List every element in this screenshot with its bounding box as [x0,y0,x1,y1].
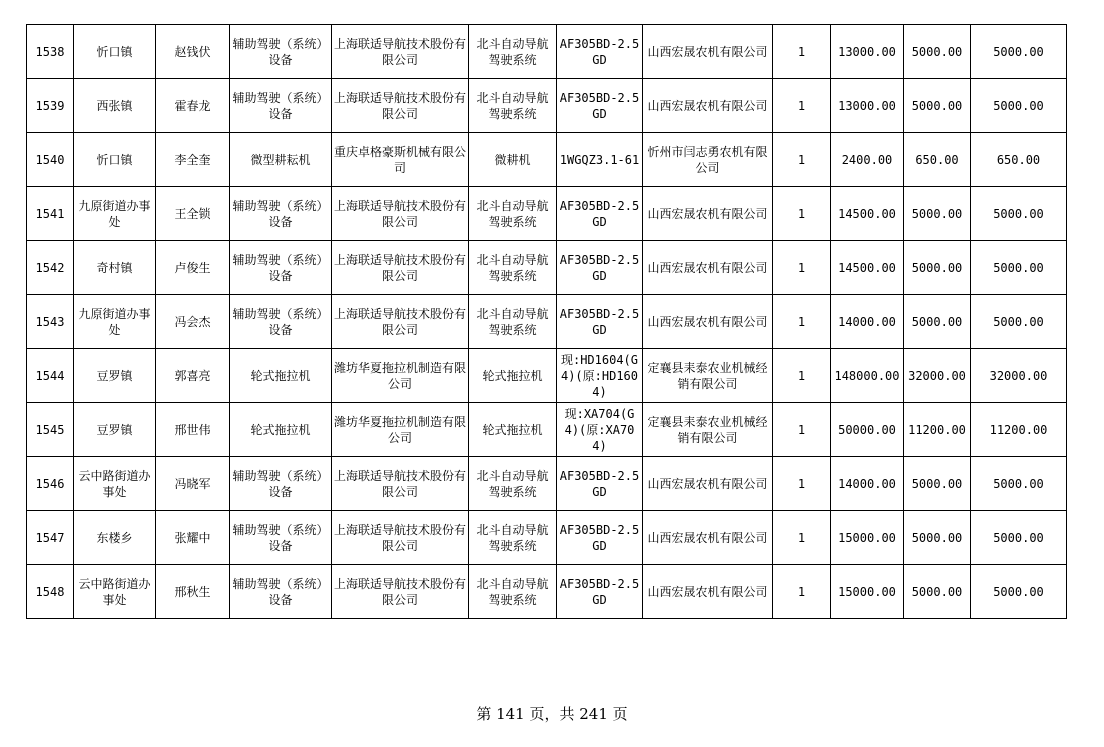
cell-category: 辅助驾驶（系统）设备 [230,457,332,511]
cell-seq: 1540 [27,133,74,187]
cell-price: 15000.00 [831,565,904,619]
cell-price: 2400.00 [831,133,904,187]
cell-subsidy-central: 32000.00 [904,349,971,403]
cell-model: AF305BD-2.5GD [557,457,643,511]
cell-subsidy-central: 5000.00 [904,241,971,295]
cell-subsidy-central: 5000.00 [904,187,971,241]
cell-town: 云中路街道办事处 [74,457,156,511]
cell-product: 北斗自动导航驾驶系统 [469,511,557,565]
cell-seq: 1538 [27,25,74,79]
cell-town: 西张镇 [74,79,156,133]
cell-price: 50000.00 [831,403,904,457]
cell-dealer: 山西宏晟农机有限公司 [643,187,773,241]
cell-manufacturer: 上海联适导航技术股份有限公司 [332,79,469,133]
cell-model: AF305BD-2.5GD [557,25,643,79]
cell-model: AF305BD-2.5GD [557,511,643,565]
cell-category: 辅助驾驶（系统）设备 [230,79,332,133]
table-row [27,79,1067,133]
table-row [27,511,1067,565]
cell-dealer: 山西宏晟农机有限公司 [643,565,773,619]
cell-manufacturer: 上海联适导航技术股份有限公司 [332,295,469,349]
cell-seq: 1546 [27,457,74,511]
cell-price: 14000.00 [831,457,904,511]
cell-product: 北斗自动导航驾驶系统 [469,187,557,241]
cell-dealer: 定襄县耒泰农业机械经销有限公司 [643,349,773,403]
cell-subsidy-central: 11200.00 [904,403,971,457]
cell-category: 辅助驾驶（系统）设备 [230,565,332,619]
cell-name: 冯晓军 [156,457,230,511]
cell-manufacturer: 上海联适导航技术股份有限公司 [332,187,469,241]
cell-price: 14500.00 [831,241,904,295]
cell-subsidy-total: 32000.00 [971,349,1067,403]
cell-model: 现:HD1604(G4)(原:HD1604) [557,349,643,403]
cell-subsidy-total: 5000.00 [971,511,1067,565]
cell-town: 九原街道办事处 [74,187,156,241]
cell-price: 15000.00 [831,511,904,565]
table-row [27,25,1067,79]
table-row [27,565,1067,619]
cell-price: 148000.00 [831,349,904,403]
cell-subsidy-total: 5000.00 [971,457,1067,511]
page-footer: 第 141 页，共 241 页 [476,705,628,723]
cell-subsidy-central: 5000.00 [904,295,971,349]
cell-subsidy-central: 5000.00 [904,25,971,79]
cell-seq: 1543 [27,295,74,349]
cell-subsidy-central: 650.00 [904,133,971,187]
cell-name: 霍春龙 [156,79,230,133]
cell-qty: 1 [773,133,831,187]
cell-seq: 1539 [27,79,74,133]
cell-subsidy-total: 650.00 [971,133,1067,187]
cell-product: 北斗自动导航驾驶系统 [469,565,557,619]
cell-name: 冯会杰 [156,295,230,349]
cell-qty: 1 [773,241,831,295]
cell-category: 辅助驾驶（系统）设备 [230,25,332,79]
cell-name: 郭喜亮 [156,349,230,403]
cell-category: 辅助驾驶（系统）设备 [230,187,332,241]
cell-manufacturer: 上海联适导航技术股份有限公司 [332,457,469,511]
cell-product: 北斗自动导航驾驶系统 [469,295,557,349]
cell-model: AF305BD-2.5GD [557,241,643,295]
cell-subsidy-total: 5000.00 [971,241,1067,295]
cell-subsidy-central: 5000.00 [904,79,971,133]
cell-subsidy-central: 5000.00 [904,457,971,511]
table-row [27,187,1067,241]
cell-seq: 1542 [27,241,74,295]
cell-category: 辅助驾驶（系统）设备 [230,241,332,295]
table-row [27,241,1067,295]
subsidy-table [26,24,1067,619]
cell-product: 微耕机 [469,133,557,187]
cell-subsidy-total: 5000.00 [971,565,1067,619]
cell-qty: 1 [773,403,831,457]
cell-manufacturer: 上海联适导航技术股份有限公司 [332,25,469,79]
cell-qty: 1 [773,457,831,511]
cell-category: 轮式拖拉机 [230,403,332,457]
cell-name: 邢秋生 [156,565,230,619]
cell-category: 微型耕耘机 [230,133,332,187]
cell-dealer: 山西宏晟农机有限公司 [643,457,773,511]
cell-subsidy-total: 5000.00 [971,295,1067,349]
table-row [27,349,1067,403]
cell-model: AF305BD-2.5GD [557,79,643,133]
cell-town: 豆罗镇 [74,403,156,457]
cell-dealer: 山西宏晟农机有限公司 [643,295,773,349]
cell-qty: 1 [773,187,831,241]
cell-dealer: 忻州市闫志勇农机有限公司 [643,133,773,187]
cell-manufacturer: 重庆卓格豪斯机械有限公司 [332,133,469,187]
cell-category: 轮式拖拉机 [230,349,332,403]
cell-dealer: 山西宏晟农机有限公司 [643,511,773,565]
cell-price: 13000.00 [831,25,904,79]
cell-manufacturer: 上海联适导航技术股份有限公司 [332,511,469,565]
cell-town: 奇村镇 [74,241,156,295]
cell-subsidy-central: 5000.00 [904,511,971,565]
cell-product: 轮式拖拉机 [469,403,557,457]
cell-manufacturer: 潍坊华夏拖拉机制造有限公司 [332,349,469,403]
table-row [27,295,1067,349]
cell-town: 九原街道办事处 [74,295,156,349]
cell-manufacturer: 上海联适导航技术股份有限公司 [332,565,469,619]
cell-name: 邢世伟 [156,403,230,457]
cell-seq: 1544 [27,349,74,403]
cell-name: 卢俊生 [156,241,230,295]
cell-subsidy-total: 5000.00 [971,187,1067,241]
cell-product: 北斗自动导航驾驶系统 [469,79,557,133]
cell-model: 1WGQZ3.1-61 [557,133,643,187]
cell-price: 13000.00 [831,79,904,133]
cell-seq: 1547 [27,511,74,565]
cell-name: 张耀中 [156,511,230,565]
cell-qty: 1 [773,565,831,619]
cell-qty: 1 [773,349,831,403]
cell-qty: 1 [773,25,831,79]
cell-dealer: 山西宏晟农机有限公司 [643,25,773,79]
cell-town: 豆罗镇 [74,349,156,403]
cell-town: 忻口镇 [74,133,156,187]
cell-dealer: 定襄县耒泰农业机械经销有限公司 [643,403,773,457]
cell-town: 云中路街道办事处 [74,565,156,619]
cell-subsidy-total: 11200.00 [971,403,1067,457]
cell-subsidy-total: 5000.00 [971,79,1067,133]
cell-dealer: 山西宏晟农机有限公司 [643,79,773,133]
cell-name: 王全锁 [156,187,230,241]
cell-manufacturer: 上海联适导航技术股份有限公司 [332,241,469,295]
cell-subsidy-central: 5000.00 [904,565,971,619]
cell-product: 北斗自动导航驾驶系统 [469,241,557,295]
cell-seq: 1541 [27,187,74,241]
cell-product: 北斗自动导航驾驶系统 [469,457,557,511]
cell-product: 北斗自动导航驾驶系统 [469,25,557,79]
cell-model: 现:XA704(G4)(原:XA704) [557,403,643,457]
cell-qty: 1 [773,295,831,349]
cell-category: 辅助驾驶（系统）设备 [230,511,332,565]
cell-model: AF305BD-2.5GD [557,295,643,349]
cell-subsidy-total: 5000.00 [971,25,1067,79]
cell-product: 轮式拖拉机 [469,349,557,403]
cell-price: 14000.00 [831,295,904,349]
cell-seq: 1548 [27,565,74,619]
cell-qty: 1 [773,79,831,133]
cell-town: 东楼乡 [74,511,156,565]
table-body [27,25,1067,619]
table-row [27,133,1067,187]
cell-category: 辅助驾驶（系统）设备 [230,295,332,349]
cell-name: 李全奎 [156,133,230,187]
cell-manufacturer: 潍坊华夏拖拉机制造有限公司 [332,403,469,457]
table-row [27,457,1067,511]
cell-seq: 1545 [27,403,74,457]
cell-qty: 1 [773,511,831,565]
cell-name: 赵钱伏 [156,25,230,79]
cell-dealer: 山西宏晟农机有限公司 [643,241,773,295]
cell-model: AF305BD-2.5GD [557,565,643,619]
table-row [27,403,1067,457]
cell-price: 14500.00 [831,187,904,241]
cell-town: 忻口镇 [74,25,156,79]
cell-model: AF305BD-2.5GD [557,187,643,241]
